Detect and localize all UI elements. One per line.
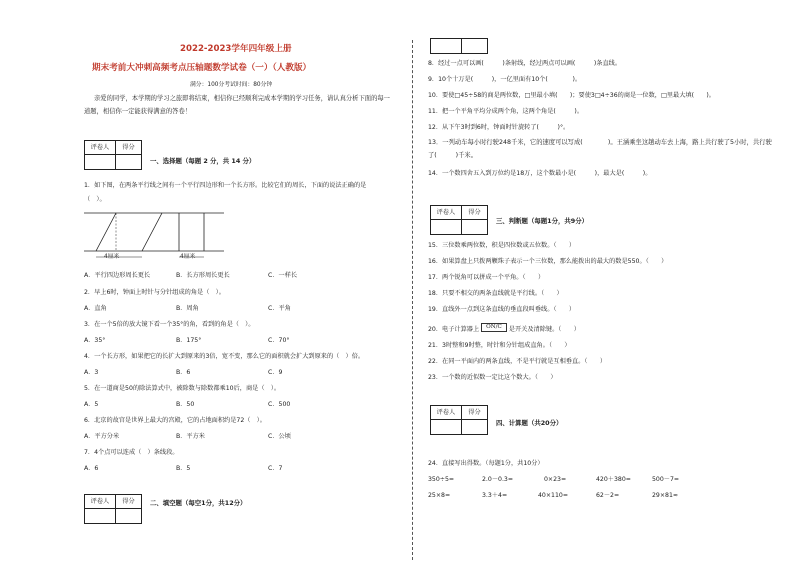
q17: 17．两个锐角可以拼成一个平角。（ ） [428, 274, 545, 281]
score-box [430, 38, 488, 54]
score-label: 得分 [116, 141, 141, 155]
q6-stem: 6．北京的故宫是世界上最大的宫殿，它的占地面积约是72（ ）。 [84, 417, 266, 424]
section2-title: 二、填空题（每空1分，共12分） [150, 499, 247, 507]
reviewer-label: 评卷人 [431, 406, 462, 420]
score-label: 得分 [462, 206, 487, 220]
q3-option-b: B．175° [176, 337, 202, 344]
q9: 9．10个十万是( )，一亿里面有10个( )。 [428, 76, 582, 83]
calc-item: 25×8= [428, 492, 451, 499]
q7-stem: 7．4个点可以连成（ ）条线段。 [84, 449, 179, 456]
calc-item: 2.0－0.3= [482, 476, 514, 483]
q3-option-c: C．70° [268, 337, 290, 344]
q22: 22．在同一平面内的两条直线，不是平行就是互相垂直。（ ） [428, 358, 607, 365]
calc-item: 420＋380= [596, 476, 631, 483]
q7-option-c: C．7 [268, 465, 283, 472]
q1-option-b: B．长方形周长更长 [176, 272, 230, 279]
q16: 16．如果算盘上只拨两颗珠子表示一个三位数，那么能拨出的最大的数是550。（ ） [428, 258, 668, 265]
exam-meta: 满分：100分考试时间：80分钟 [190, 82, 273, 88]
q2-option-a: A．直角 [84, 305, 107, 312]
q11: 11．把一个平角平均分成两个角，这两个角是( )。 [428, 108, 584, 115]
figure-label-right: 4厘米 [180, 254, 196, 260]
q6-option-b: B．平方米 [176, 433, 205, 440]
q10: 10．要使□45÷58的商是两位数，□里最小填( )；要使3□4÷36的商是一位数，□里最大填( )。 [428, 92, 715, 99]
q7-option-a: A．6 [84, 465, 99, 472]
score-box [430, 205, 488, 235]
calc-item: 350÷5= [428, 476, 455, 483]
title-line2: 期末考前大冲刺高频考点压轴题数学试卷（一）（人教版） [92, 63, 312, 73]
q1-stem: 1．如下图，在两条平行线之间有一个平行四边形和一个长方形。比较它们的周长，下面的说法正确的是 [84, 182, 367, 189]
q1-option-c: C．一样长 [268, 272, 298, 279]
score-label: 得分 [462, 406, 487, 420]
score-box [84, 140, 142, 170]
q1-option-a: A．平行四边形周长更长 [84, 272, 151, 279]
section1-title: 一、选择题（每题 2 分，共 14 分） [150, 157, 256, 165]
q20 [428, 326, 580, 335]
q2-option-c: C．平角 [268, 305, 291, 312]
reviewer-label: 评卷人 [85, 141, 116, 155]
column-divider [412, 40, 413, 560]
q4-stem: 4．一个长方形，如果把它的长扩大到原来的3倍，宽不变，那么它的面积就会扩大到原来的（ ）倍。 [84, 353, 365, 360]
q1-stem2: （ ）。 [84, 196, 106, 203]
onc-key-box: ON/C [481, 323, 507, 332]
calc-item: 3.3＋4= [482, 492, 508, 499]
q8: 8．经过一点可以画( )条射线，经过两点可以画( )条直线。 [428, 60, 622, 67]
section3-title: 三、判断题（每题1分，共9分） [496, 217, 588, 225]
q12: 12．从下午3时到6时，钟面时针旋转了( )°。 [428, 124, 570, 131]
calc-item: 62－2= [596, 492, 620, 499]
q15: 15．三位数乘两位数，积是四位数或五位数。（ ） [428, 242, 576, 249]
q24-title: 24．直接写出得数。（每题1分，共10分） [428, 460, 544, 467]
q20-text: 20．电子计算器上 [428, 326, 480, 333]
q20-tail: 是开关及清除键。（ ） [508, 326, 580, 333]
q6-option-a: A．平方分米 [84, 433, 120, 440]
figure-label-left: 4厘米 [104, 254, 120, 260]
q4-option-c: C．9 [268, 369, 283, 376]
q14: 14．一个数四舍五入到万位约是18万，这个数最小是( )，最大是( )。 [428, 170, 652, 177]
score-label: 得分 [116, 495, 141, 509]
q3-option-a: A．35° [84, 337, 106, 344]
title-line1: 2022-2023学年四年级上册 [180, 44, 292, 54]
q5-option-b: B．50 [176, 401, 195, 408]
calc-item: 29×81≈ [652, 492, 679, 499]
calc-item: 0×23= [544, 476, 567, 483]
reviewer-label: 评卷人 [431, 206, 462, 220]
q5-option-c: C．500 [268, 401, 291, 408]
q2-option-b: B．周角 [176, 305, 199, 312]
q13: 13．一列动车每小时行驶248千米，它的速度可以写成( )。王涵乘坐这趟动车去上海，路上共行驶了5小时，共行驶了( )千米。 [428, 139, 772, 159]
q23: 23．一个数的近似数一定比这个数大。（ ） [428, 374, 557, 381]
q5-stem: 5．在一道商是50的除法算式中，被除数与除数都乘10后，商是（ ）。 [84, 385, 281, 392]
calc-item: 40×110= [538, 492, 569, 499]
q2-stem: 2．早上6时，钟面上时针与分针组成的角是（ ）。 [84, 289, 225, 296]
q6-option-c: C．公顷 [268, 433, 291, 440]
score-box [430, 405, 488, 435]
q18: 18．只要不相交的两条直线就是平行线。（ ） [428, 290, 563, 297]
intro-text: 亲爱的同学，本学期的学习之旅即将结束，相信你已经顺利完成本学期的学习任务，请认真分析下面的每一道题，相信你一定能获得满意的答卷！ [84, 95, 390, 115]
reviewer-label: 评卷人 [85, 495, 116, 509]
q7-option-b: B．5 [176, 465, 191, 472]
calc-item: 500－7= [652, 476, 680, 483]
q5-option-a: A．5 [84, 401, 99, 408]
q21: 21．3时整和9时整，时针和分针组成直角。（ ） [428, 342, 571, 349]
q19: 19．直线外一点到这条直线的垂直段叫垂线。（ ） [428, 306, 576, 313]
score-box [84, 494, 142, 524]
section4-title: 四、计算题（共20分） [496, 419, 563, 427]
q3-stem: 3．在一个5倍的放大镜下看一个35°的角，看到的角是（ ）。 [84, 321, 255, 328]
q4-option-b: B．6 [176, 369, 191, 376]
q4-option-a: A．3 [84, 369, 99, 376]
